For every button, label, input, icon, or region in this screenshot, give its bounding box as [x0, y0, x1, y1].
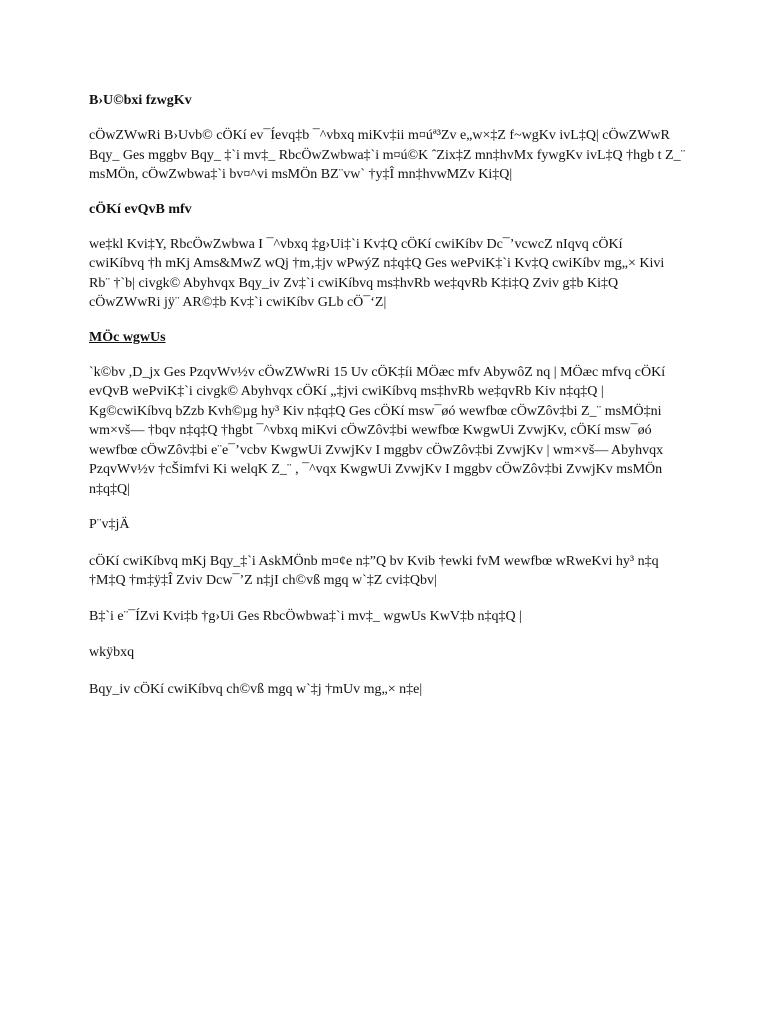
paragraph-line: Rb¨ †`b| civgk© Abyhvqx Bqy_iv Zv‡`i cwiKíbvq ms‡hvRb we‡qvRb K‡i‡Q Zviv g‡b Ki‡Q [89, 275, 619, 291]
paragraph-1 [89, 126, 686, 185]
paragraph-3 [89, 363, 679, 500]
section-heading-1: B›U©bxi fzwgKv [89, 93, 192, 108]
paragraph-line: cÖKí cwiKíbvq mKj Bqy_‡`i AskMÖnb m¤¢e n‡”Q bv Kvib †ewki fvM wewfbœ wRweKvi hy³ n‡q [89, 553, 659, 569]
paragraph-line: wm×vš— †bqv n‡q‡Q †hgbt ¯^vbxq miKvi cÖwZôv‡bi wewfbœ KwgwUi ZvwjKv, cÖKí msw¯øó [89, 423, 652, 438]
text-line-8: Bqy_iv cÖKí cwiKíbvq ch©vß mgq w`‡j †mUv mg„× n‡e| [89, 681, 423, 697]
paragraph-line: `k©bv ,D_jx Ges PzqvWv½v cÖwZWwRi 15 Uv cÖK‡íi MÖæc mfv AbywôZ nq | MÖæc mfvq cÖKí [89, 364, 666, 380]
challenge-label: P¨v‡jÄ [89, 517, 130, 532]
document-page [89, 92, 686, 716]
paragraph-5 [89, 552, 679, 591]
paragraph-line: cÖwZWwRi jÿ¨ AR©‡b Kv‡`i cwiKíbv GLb cÖ¯‘Z| [89, 295, 387, 310]
paragraph-line: wewfbœ cÖwZôv‡bi e¨e¯’vcbv KwgwUi ZvwjKv I mggbv cÖwZôv‡bi ZvwjKv | wm×vš— Abyhvqx [89, 442, 664, 458]
paragraph-line: †M‡Q †m‡ÿ‡Î Zviv Dcw¯’Z n‡jI ch©vß mgq w`‡Z cvi‡Qbv| [89, 573, 437, 588]
paragraph-line: evQvB wePviK‡`i civgk© Abyhvqx cÖKí „‡jvi cwiKíbvq ms‡hvRb we‡qvRb Kiv n‡q‡Q | [89, 384, 604, 399]
paragraph-line: cÖwZWwRi B›Uvb© cÖKí ev¯Íevq‡b ¯^vbxq miKv‡ii m¤úª³Zv e„w×‡Z f~wgKv ivL‡Q| cÖwZWwR [89, 128, 670, 143]
learning-label: wkÿbxq [89, 645, 135, 660]
paragraph-line: cwiKíbvq †h mKj Ams&MwZ wQj †m‚‡jv wPwýZ n‡q‡Q Ges wePviK‡`i Kv‡Q cwiKíbv mg„× Kivi [89, 256, 665, 271]
section-heading-3: MÖc wgwUs [89, 329, 166, 345]
section-heading-2: cÖKí evQvB mfv [89, 201, 192, 217]
paragraph-line: n‡q‡Q| [89, 481, 130, 497]
paragraph-line: we‡kl Kvi‡Y, RbcÖwZwbwa I ¯^vbxq ‡g›Ui‡`i Kv‡Q cÖKí cwiKíbv Dc¯’vcwcZ nIqvq cÖKí [89, 236, 623, 252]
paragraph-line: msMÖn, cÖwZwbwa‡`i bv¤^vi msMÖn BZ¨vw` †y‡Î mn‡hvwMZv Ki‡Q| [89, 167, 513, 182]
paragraph-line: PzqvWv½v †cŠimfvi Ki welqK Z_¨ , ¯^vqx KwgwUi ZvwjKv I mggbv cÖwZôv‡bi ZvwjKv msMÖn [89, 462, 663, 477]
paragraph-line: Kg©cwiKíbvq bZzb Kvh©µg hy³ Kiv n‡q‡Q Ges cÖKí msw¯øó wewfbœ cÖwZôv‡bi Z_¨ msMÖ‡ni [89, 403, 662, 419]
paragraph-line: Bqy_ Ges mggbv Bqy_ ‡`i mv‡_ RbcÖwZwbwa‡`i m¤ú©K ˆZix‡Z mn‡hvMx fywgKv ivL‡Q †hgb t Z_¨ [89, 147, 686, 163]
paragraph-2 [89, 235, 679, 313]
text-line-6: B‡`i e¨¯ÍZvi Kvi‡b †g›Ui Ges RbcÖwbwa‡`i mv‡_ wgwUs KwV‡b n‡q‡Q | [89, 608, 522, 624]
